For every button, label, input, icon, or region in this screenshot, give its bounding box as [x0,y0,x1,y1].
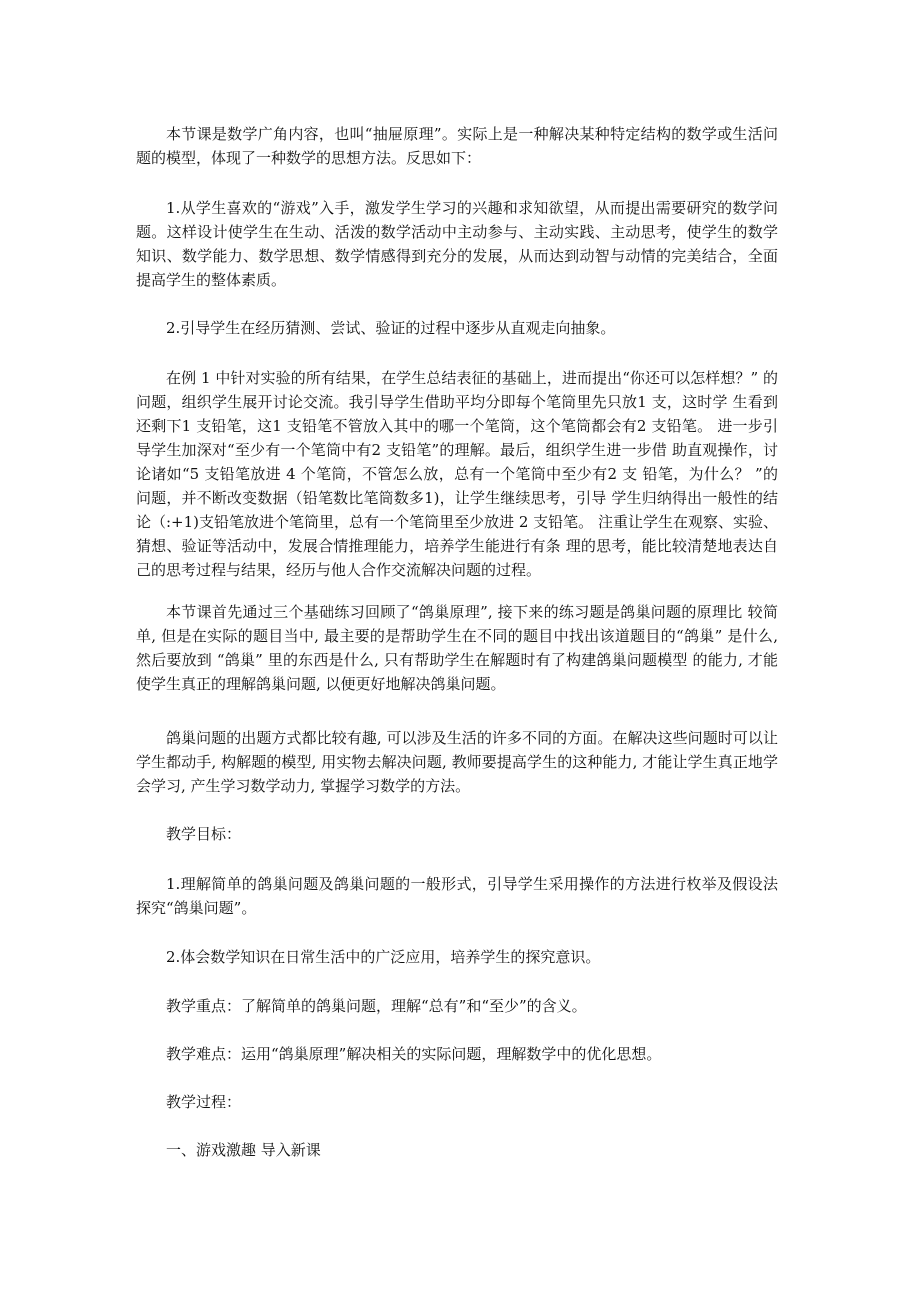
reflection-point-2: 2.引导学生在经历猜测、尝试、验证的过程中逐步从直观走向抽象。 [166,319,616,337]
teaching-goal-1: 1.理解简单的鸽巢问题及鸽巢问题的一般形式，引导学生采用操作的方法进行枚举及假设法探究“鸽巢问题”。 [136,875,778,917]
problem-style-paragraph: 鸽巢问题的出题方式都比较有趣, 可以涉及生活的许多不同的方面。在解决这些问题时可以让学生都动手, 构解题的模型, 用实物去解决问题, 教师要提高学生的这种能力, 才能让学生真正地学会学习, 产生学习数学动力, 掌握学习数学的方法。 [136,729,778,795]
section-one-heading: 一、游戏激趣 导入新课 [166,1141,321,1159]
teaching-goals-heading: 教学目标： [166,825,242,843]
teaching-key-point: 教学重点：了解简单的鸽巢问题，理解“总有”和“至少”的含义。 [166,997,587,1015]
teaching-goal-2: 2.体会数学知识在日常生活中的广泛应用，培养学生的探究意识。 [166,948,601,966]
reflection-point-1: 1.从学生喜欢的“游戏”入手，激发学生学习的兴趣和求知欲望，从而提出需要研究的数学问题。这样设计使学生在生动、活泼的数学活动中主动参与、主动实践、主动思考，使学生的数学知识、数学能力、数学思想、数学情感得到充分的发展，从而达到动智与动情的完美结合，全面提高学生的整体素质。 [136,199,778,289]
example-discussion-paragraph: 在例 1 中针对实验的所有结果，在学生总结表征的基础上，进而提出“你还可以怎样想？” 的问题，组织学生展开讨论交流。我引导学生借助平均分即每个笔筒里先只放1 支，这时学 生看到还剩下1 支铅笔，这1 支铅笔不管放入其中的哪一个笔筒，这个笔筒都会有2 支铅笔。 进一步引导学生加深对“至少有一个笔筒中有2 支铅笔”的理解。最后，组织学生进一步借 助直观操作，讨论诸如“5 支铅笔放进 4 个笔筒，不管怎么放，总有一个笔筒中至少有2 支 铅笔，为什么？ ”的问题，并不断改变数据（铅笔数比笔筒数多1)，让学生继续思考，引导 学生归纳得出一般性的结论（:+1)支铅笔放进个笔筒里，总有一个笔筒里至少放进 2 支铅笔。 注重让学生在观察、实验、猜想、验证等活动中，发展合情推理能力，培养学生能进行有条 理的思考，能比较清楚地表达自己的思考过程与结果，经历与他人合作交流解决问题的过程。 [136,369,778,579]
intro-paragraph: 本节课是数学广角内容，也叫“抽屉原理”。实际上是一种解决某种特定结构的数学或生活问题的模型，体现了一种数学的思想方法。反思如下： [136,125,778,167]
teaching-difficulty: 教学难点：运用“鸽巢原理”解决相关的实际问题，理解数学中的优化思想。 [166,1045,662,1063]
teaching-process-heading: 教学过程： [166,1093,242,1111]
practice-review-paragraph: 本节课首先通过三个基础练习回顾了“鸽巢原理”, 接下来的练习题是鸽巢问题的原理比 较简单, 但是在实际的题目当中, 最主要的是帮助学生在不同的题目中找出该道题目的“鸽巢” 是什么, 然后要放到 “鸽巢” 里的东西是什么, 只有帮助学生在解题时有了构建鸽巢问题模型 的能力, 才能使学生真正的理解鸽巢问题, 以便更好地解决鸽巢问题。 [136,603,778,693]
